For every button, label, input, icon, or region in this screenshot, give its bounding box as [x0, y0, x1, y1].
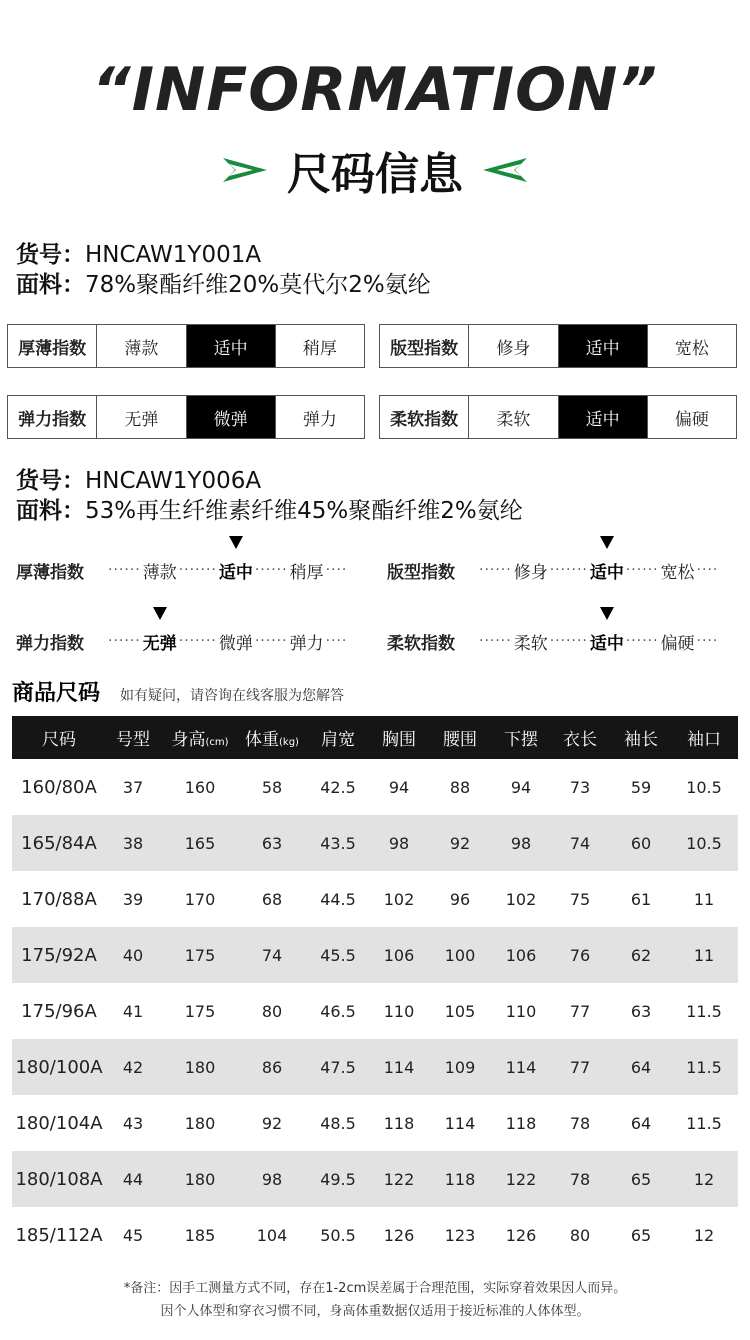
table-cell: 65	[630, 1225, 652, 1245]
column-header: 衣长	[548, 716, 612, 759]
table-cell: 114	[494, 1039, 548, 1095]
table-cell: 180	[184, 1113, 216, 1133]
table-cell: 185	[184, 1225, 216, 1245]
table-cell: 77	[569, 1001, 591, 1021]
table-cell: 92	[261, 1113, 283, 1133]
size-section-note: 如有疑问，请咨询在线客服为您解答	[120, 688, 345, 704]
code-label: 货号：	[16, 242, 85, 268]
index-option-selected: 无弹	[143, 629, 177, 654]
table-row	[12, 1039, 738, 1095]
index-option: 薄款	[142, 562, 177, 583]
table-cell: 77	[548, 1039, 612, 1095]
index-option: 微弹	[218, 633, 253, 654]
index-option-selected: 适中	[186, 325, 275, 367]
table-cell: 110	[383, 1001, 415, 1021]
column-header: 号型	[106, 716, 160, 759]
index-option: 宽松	[647, 325, 736, 367]
table-cell: 114	[372, 1039, 426, 1095]
table-cell: 10.5	[670, 815, 738, 871]
table-cell: 98	[494, 815, 548, 871]
table-cell: 42.5	[320, 777, 356, 797]
index-option: 无弹	[96, 396, 185, 438]
table-cell: 39	[122, 889, 144, 909]
product1-elasticity-index	[7, 395, 365, 439]
size-cell: 180/100A	[12, 1039, 106, 1095]
table-cell: 43	[122, 1113, 144, 1133]
section-subtitle: 尺码信息	[287, 149, 463, 200]
index-option: 柔软	[513, 633, 548, 654]
table-cell: 118	[426, 1151, 494, 1207]
column-header: 尺码	[12, 716, 106, 759]
table-cell: 109	[426, 1039, 494, 1095]
table-cell: 59	[630, 777, 652, 797]
table-cell: 78	[569, 1113, 591, 1133]
size-cell: 170/88A	[21, 888, 97, 910]
table-cell: 170	[184, 889, 216, 909]
size-cell: 175/96A	[21, 1000, 97, 1022]
table-cell: 11	[693, 889, 715, 909]
table-cell: 61	[630, 889, 652, 909]
table-cell: 10.5	[686, 777, 722, 797]
size-table-header	[12, 716, 738, 759]
table-cell: 180	[160, 1151, 240, 1207]
column-header: 身高(cm)	[160, 716, 240, 759]
column-header: 体重(kg)	[240, 716, 304, 759]
table-cell: 123	[444, 1225, 476, 1245]
fabric-label: 面料：	[16, 498, 85, 524]
table-cell: 45.5	[304, 927, 372, 983]
table-cell: 74	[548, 815, 612, 871]
table-cell: 175	[184, 1001, 216, 1021]
size-cell: 160/80A	[21, 776, 97, 798]
index-option-selected: 适中	[219, 558, 253, 583]
subtitle-row	[0, 140, 750, 200]
table-row	[12, 871, 738, 927]
table-cell: 122	[372, 1151, 426, 1207]
column-header: 胸围	[372, 716, 426, 759]
product2-softness-index	[387, 626, 750, 656]
table-cell: 12	[670, 1151, 738, 1207]
dot-leader: ····	[696, 633, 719, 649]
table-cell: 98	[372, 815, 426, 871]
table-cell: 114	[444, 1113, 476, 1133]
table-cell: 11.5	[670, 1039, 738, 1095]
table-cell: 68	[261, 889, 283, 909]
table-row	[12, 983, 738, 1039]
product1-code: HNCAW1Y001A	[85, 242, 262, 268]
column-header: 腰围	[426, 716, 494, 759]
table-cell: 43.5	[304, 815, 372, 871]
index-name: 弹力指数	[16, 633, 84, 654]
table-cell: 38	[106, 815, 160, 871]
size-section-header	[12, 676, 344, 707]
table-cell: 160	[184, 777, 216, 797]
table-cell: 98	[240, 1151, 304, 1207]
table-cell: 102	[383, 889, 415, 909]
product2-fabric-line	[16, 496, 523, 526]
table-cell: 47.5	[304, 1039, 372, 1095]
table-cell: 11	[670, 927, 738, 983]
index-option: 弹力	[275, 396, 364, 438]
table-cell: 86	[240, 1039, 304, 1095]
index-name: 版型指数	[387, 562, 455, 583]
table-cell: 41	[122, 1001, 144, 1021]
index-option-selected: 适中	[590, 558, 624, 583]
product2-code: HNCAW1Y006A	[85, 468, 262, 494]
table-cell: 80	[569, 1225, 591, 1245]
table-cell: 46.5	[320, 1001, 356, 1021]
product2-fit-index	[387, 555, 750, 585]
table-cell: 60	[612, 815, 670, 871]
table-cell: 106	[494, 927, 548, 983]
left-arrow-icon	[483, 156, 527, 184]
index-name: 柔软指数	[390, 409, 459, 430]
table-cell: 62	[612, 927, 670, 983]
table-cell: 73	[569, 777, 591, 797]
table-cell: 45	[122, 1225, 144, 1245]
table-cell: 118	[383, 1113, 415, 1133]
product2-fabric: 53%再生纤维素纤维45%聚酯纤维2%氨纶	[85, 498, 523, 524]
dot-leader: ····	[325, 562, 348, 578]
table-cell: 63	[240, 815, 304, 871]
dot-leader: ·······	[549, 633, 588, 649]
table-cell: 80	[261, 1001, 283, 1021]
index-option-selected: 适中	[590, 629, 624, 654]
table-cell: 118	[505, 1113, 537, 1133]
index-option: 偏硬	[660, 633, 695, 654]
index-option: 稍厚	[289, 562, 324, 583]
dot-leader: ·······	[178, 633, 217, 649]
dot-leader: ····	[696, 562, 719, 578]
table-cell: 49.5	[304, 1151, 372, 1207]
table-cell: 126	[505, 1225, 537, 1245]
index-option-selected: 微弹	[186, 396, 275, 438]
dot-leader: ······	[254, 633, 288, 649]
dot-leader: ······	[108, 562, 141, 578]
table-row	[12, 815, 738, 871]
index-option: 弹力	[289, 633, 324, 654]
fabric-label: 面料：	[16, 272, 85, 298]
product1-fabric-line	[16, 270, 431, 300]
dot-leader: ······	[254, 562, 288, 578]
table-cell: 106	[372, 927, 426, 983]
table-cell: 102	[505, 889, 537, 909]
dot-leader: ·······	[178, 562, 217, 578]
table-cell: 76	[548, 927, 612, 983]
table-cell: 180	[160, 1039, 240, 1095]
table-cell: 78	[548, 1151, 612, 1207]
table-cell: 50.5	[320, 1225, 356, 1245]
index-option: 偏硬	[647, 396, 736, 438]
table-cell: 44.5	[320, 889, 356, 909]
table-cell: 12	[693, 1225, 715, 1245]
table-cell: 58	[261, 777, 283, 797]
table-cell: 96	[449, 889, 471, 909]
product1-softness-index	[379, 395, 737, 439]
table-cell: 94	[388, 777, 410, 797]
table-cell: 40	[106, 927, 160, 983]
size-cell: 180/104A	[15, 1112, 103, 1134]
table-cell: 122	[494, 1151, 548, 1207]
table-row	[12, 1095, 738, 1151]
column-header: 下摆	[494, 716, 548, 759]
table-row	[12, 927, 738, 983]
table-cell: 42	[106, 1039, 160, 1095]
index-name: 厚薄指数	[16, 562, 84, 583]
table-cell: 75	[569, 889, 591, 909]
index-option: 宽松	[660, 562, 695, 583]
footnote-line-1: *备注：因手工测量方式不同，存在1-2cm误差属于合理范围，实际穿着效果因人而异。	[123, 1281, 627, 1296]
code-label: 货号：	[16, 468, 85, 494]
size-cell: 180/108A	[12, 1151, 106, 1207]
column-header: 袖口	[670, 716, 738, 759]
table-cell: 74	[240, 927, 304, 983]
dot-leader: ·······	[549, 562, 588, 578]
column-unit: (cm)	[205, 737, 229, 748]
column-unit: (kg)	[279, 737, 299, 748]
product1-fit-index	[379, 324, 737, 368]
table-cell: 64	[630, 1113, 652, 1133]
product2-elasticity-index	[16, 626, 381, 656]
size-cell: 165/84A	[12, 815, 106, 871]
product1-thickness-index	[7, 324, 365, 368]
table-cell: 92	[426, 815, 494, 871]
table-cell: 65	[612, 1151, 670, 1207]
product1-fabric: 78%聚酯纤维20%莫代尔2%氨纶	[85, 272, 431, 298]
table-cell: 175	[160, 927, 240, 983]
table-cell: 105	[444, 1001, 476, 1021]
index-option: 薄款	[96, 325, 185, 367]
right-arrow-icon	[223, 156, 267, 184]
size-table	[12, 716, 738, 1263]
size-table-body	[12, 759, 738, 1263]
table-cell: 63	[630, 1001, 652, 1021]
page-title: “INFORMATION”	[92, 55, 658, 125]
size-section-title: 商品尺码	[12, 681, 101, 706]
table-cell: 165	[160, 815, 240, 871]
table-cell: 126	[383, 1225, 415, 1245]
dot-leader: ····	[325, 633, 348, 649]
index-option: 柔软	[468, 396, 557, 438]
size-cell: 185/112A	[15, 1224, 103, 1246]
dot-leader: ······	[479, 633, 512, 649]
dot-leader: ······	[108, 633, 141, 649]
index-name: 厚薄指数	[18, 338, 87, 359]
table-cell: 44	[106, 1151, 160, 1207]
dot-leader: ······	[479, 562, 512, 578]
product2-info	[16, 466, 523, 526]
column-header: 肩宽	[304, 716, 372, 759]
product2-thickness-index	[16, 555, 381, 585]
index-name: 弹力指数	[18, 409, 87, 430]
table-row	[12, 759, 738, 815]
index-name: 柔软指数	[387, 633, 455, 654]
table-cell: 37	[122, 777, 144, 797]
dot-leader: ······	[625, 562, 659, 578]
product2-code-line	[16, 466, 523, 496]
index-option: 修身	[513, 562, 548, 583]
table-cell: 110	[505, 1001, 537, 1021]
column-header: 袖长	[612, 716, 670, 759]
table-cell: 64	[612, 1039, 670, 1095]
product1-code-line	[16, 240, 431, 270]
table-row	[12, 1207, 738, 1263]
index-name: 版型指数	[390, 338, 459, 359]
index-option-selected: 适中	[558, 396, 647, 438]
table-cell: 11.5	[686, 1113, 722, 1133]
table-cell: 94	[510, 777, 532, 797]
index-option: 修身	[468, 325, 557, 367]
index-option: 稍厚	[275, 325, 364, 367]
table-cell: 104	[256, 1225, 288, 1245]
product1-info	[16, 240, 431, 300]
table-cell: 88	[449, 777, 471, 797]
footnote-line-2: 因个人体型和穿衣习惯不同，身高体重数据仅适用于接近标准的人体体型。	[160, 1304, 590, 1319]
dot-leader: ······	[625, 633, 659, 649]
table-cell: 48.5	[320, 1113, 356, 1133]
table-cell: 11.5	[686, 1001, 722, 1021]
index-option-selected: 适中	[558, 325, 647, 367]
table-row	[12, 1151, 738, 1207]
size-cell: 175/92A	[12, 927, 106, 983]
table-cell: 100	[426, 927, 494, 983]
